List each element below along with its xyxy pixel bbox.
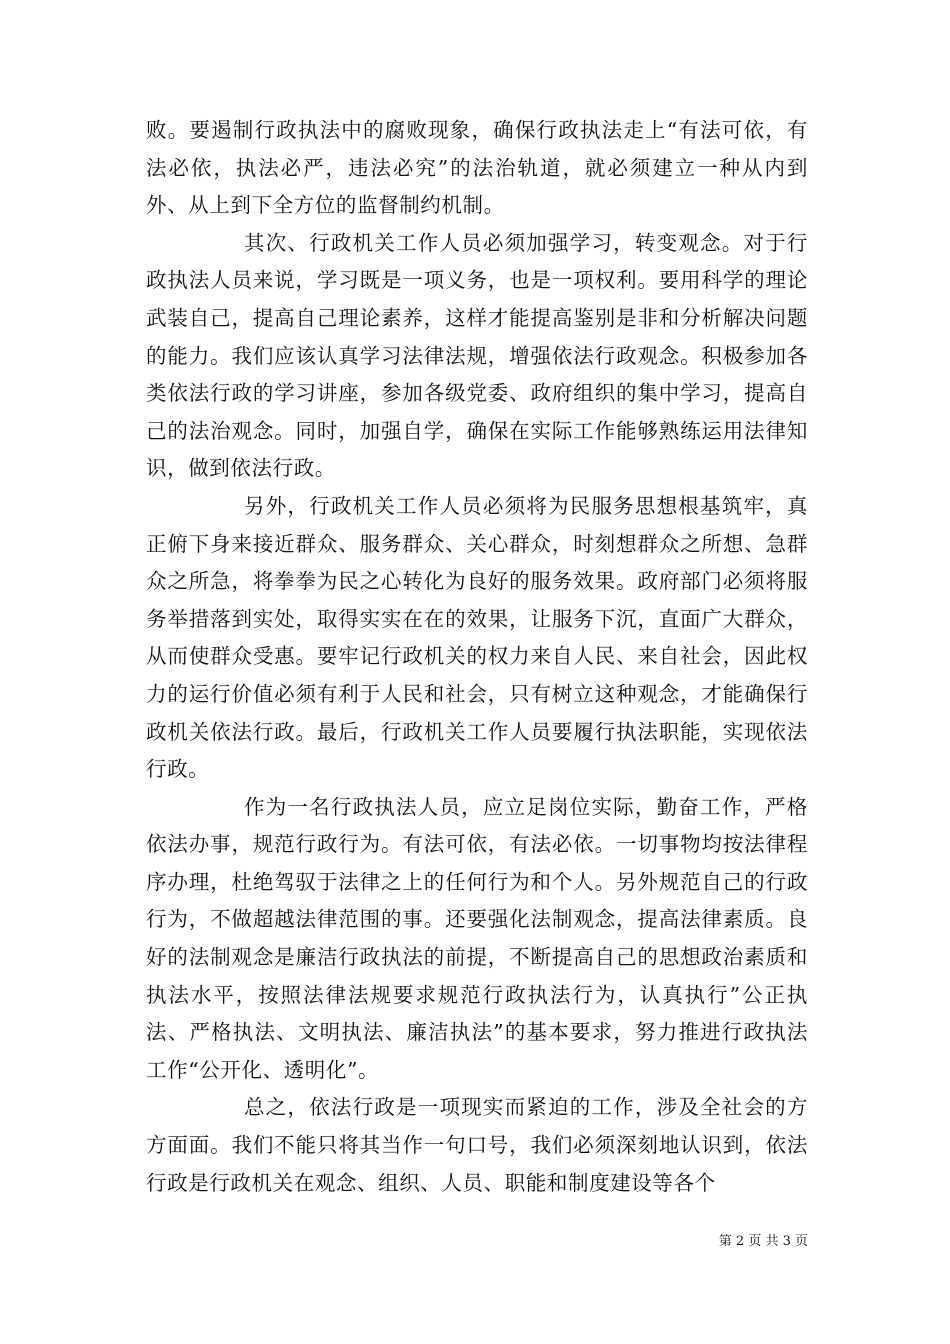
page-number-footer: 第 2 页 共 3 页 [718,1234,808,1249]
paragraph-2: 其次、行政机关工作人员必须加强学习，转变观念。对于行政执法人员来说，学习既是一项义务，也是一项权利。要用科学的理论武装自己，提高自己理论素养，这样才能提高鉴别是非和分析解决问题的能力。我们应该认真学习法律法规，增强依法行政观念。积极参加各类依法行政的学习讲座，参加各级党委、政府组织的集中学习，提高自己的法治观念。同时，加强自学，确保在实际工作能够熟练运用法律知识，做到依法行政。 [146,230,808,481]
paragraph-3: 另外，行政机关工作人员必须将为民服务思想根基筑牢，真正俯下身来接近群众、服务群众、关心群众，时刻想群众之所想、急群众之所急，将拳拳为民之心转化为良好的服务效果。政府部门必须将服务举措落到实处，取得实实在在的效果，让服务下沉，直面广大群众，从而使群众受惠。要牢记行政机关的权力来自人民、来自社会，因此权力的运行价值必须有利于人民和社会，只有树立这种观念，才能确保行政机关依法行政。最后，行政机关工作人员要履行执法职能，实现依法行政。 [146,493,808,782]
document-body [146,112,808,1202]
paragraph-5: 总之，依法行政是一项现实而紧迫的工作，涉及全社会的方方面面。我们不能只将其当作一句口号，我们必须深刻地认识到，依法行政是行政机关在观念、组织、人员、职能和制度建设等各个 [146,1095,808,1195]
paragraph-1: 败。要遏制行政执法中的腐败现象，确保行政执法走上“有法可依，有法必依，执法必严，违法必究”的法治轨道，就必须建立一种从内到外、从上到下全方位的监督制约机制。 [146,118,808,218]
paragraph-4: 作为一名行政执法人员，应立足岗位实际，勤奋工作，严格依法办事，规范行政行为。有法可依，有法必依。一切事物均按法律程序办理，杜绝驾驭于法律之上的任何行为和个人。另外规范自己的行政行为，不做超越法律范围的事。还要强化法制观念，提高法律素质。良好的法制观念是廉洁行政执法的前提，不断提高自己的思想政治素质和执法水平，按照法律法规要求规范行政执法行为，认真执行”公正执法、严格执法、文明执法、廉洁执法”的基本要求，努力推进行政执法工作“公开化、透明化”。 [146,794,808,1082]
